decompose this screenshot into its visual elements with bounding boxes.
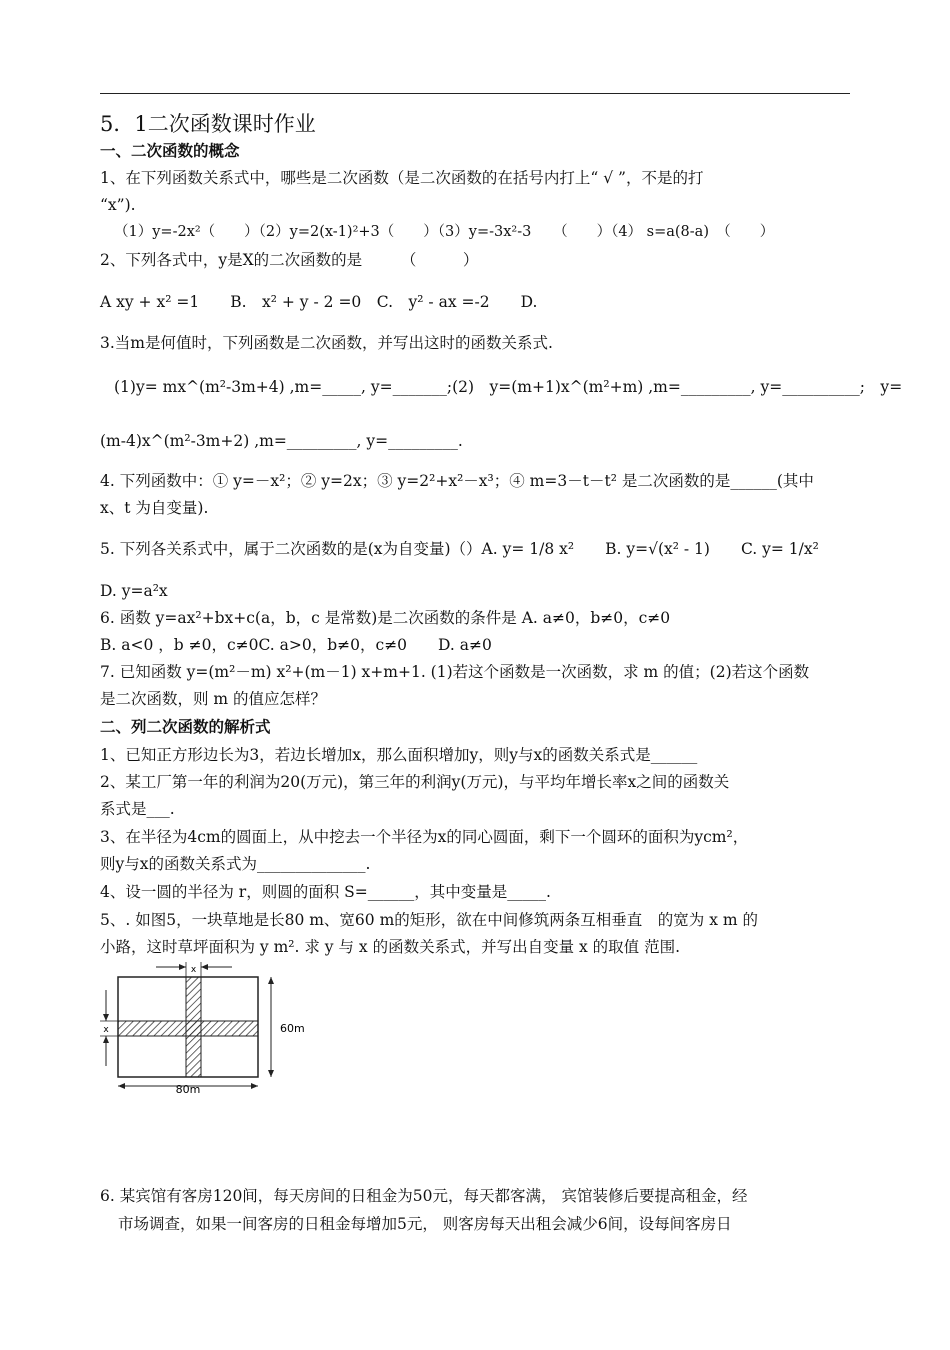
q3-part3: (m-4)x^(m²-3m+2) ,m=_________, y=_________. xyxy=(100,432,463,450)
s2-q3-line2: 则y与x的函数关系式为______________. xyxy=(100,855,371,873)
label-road-width-top: x xyxy=(190,965,197,975)
s2-q6-line1: 6. 某宾馆有客房120间，每天房间的日租金为50元，每天都客满， 宾馆装修后要提高租金，经 xyxy=(100,1187,748,1205)
s2-q2-line2: 系式是___. xyxy=(100,800,175,818)
q2-stem: 2、下列各式中，y是X的二次函数的是 （ ） xyxy=(100,251,479,269)
q7-line1: 7. 已知函数 y=(m²－m) x²+(m－1) x+m+1. (1)若这个函数是一次函数，求 m 的值；(2)若这个函数 xyxy=(100,663,810,681)
page-title: 5．1二次函数课时作业 xyxy=(100,112,316,136)
s2-q1: 1、已知正方形边长为3，若边长增加x，那么面积增加y，则y与x的函数关系式是______ xyxy=(100,746,698,764)
q5-option-d: D. y=a²x xyxy=(100,582,168,600)
q6-line2: B. a<0 ，b ≠0，c≠0C. a>0，b≠0，c≠0 D. a≠0 xyxy=(100,636,492,654)
s2-q3-line1: 3、在半径为4cm的圆面上，从中挖去一个半径为x的同心圆面，剩下一个圆环的面积为ycm²， xyxy=(100,828,749,846)
label-road-width-left: x xyxy=(103,1025,109,1035)
figure-5-lawn xyxy=(100,962,310,1102)
horizontal-road xyxy=(118,1021,258,1036)
q3-stem: 3.当m是何值时，下列函数是二次函数，并写出这时的函数关系式. xyxy=(100,334,553,352)
s2-q5-line1: 5、. 如图5，一块草地是长80 m、宽60 m的矩形，欲在中间修筑两条互相垂直 的宽为 x m 的 xyxy=(100,911,758,929)
section-heading-1: 一、二次函数的概念 xyxy=(100,141,240,160)
q4-line2: x、t 为自变量). xyxy=(100,499,209,517)
q6-line1: 6. 函数 y=ax²+bx+c(a，b，c 是常数)是二次函数的条件是 A. a≠0，b≠0，c≠0 xyxy=(100,609,671,627)
q7-line2: 是二次函数，则 m 的值应怎样？ xyxy=(100,690,327,708)
q1-line2: “x”). xyxy=(100,196,136,214)
q1-line1: 1、在下列函数关系式中，哪些是二次函数（是二次函数的在括号内打上“ √ ”，不是的打 xyxy=(100,169,704,187)
q5-stem: 5. 下列各关系式中，属于二次函数的是(x为自变量)（）A. y= 1/8 x² B. y=√(x² - 1) C. y= 1/x² xyxy=(100,540,819,558)
s2-q2-line1: 2、某工厂第一年的利润为20(万元)，第三年的利润y(万元)，与平均年增长率x之间的函数关 xyxy=(100,773,730,791)
s2-q6-line2: 市场调查，如果一间客房的日租金每增加5元， 则客房每天出租会减少6间，设每间客房日 xyxy=(118,1215,732,1233)
label-width: 80m xyxy=(175,1083,201,1096)
s2-q4: 4、设一圆的半径为 r，则圆的面积 S=______，其中变量是_____. xyxy=(100,883,551,901)
q2-options: A xy + x² =1 B. x² + y - 2 =0 C. y² - ax =-2 D. xyxy=(100,293,538,311)
q1-options: （1）y=-2x²（ ）（2）y=2(x-1)²+3（ ）（3）y=-3x²-3 （ ）（4） s=a(8-a) （ ） xyxy=(114,224,775,240)
q4-line1: 4. 下列函数中：① y=－x²；② y=2x；③ y=2²+x²－x³；④ m=3－t－t² 是二次函数的是______(其中 xyxy=(100,472,814,490)
label-height: 60m xyxy=(280,1022,305,1035)
section-heading-2: 二、列二次函数的解析式 xyxy=(100,717,271,736)
top-rule xyxy=(100,93,850,94)
q3-part1-2: (1)y= mx^(m²-3m+4) ,m=_____, y=_______;(2) y=(m+1)x^(m²+m) ,m=_________, y=__________; y= xyxy=(114,378,903,396)
s2-q5-line2: 小路，这时草坪面积为 y m². 求 y 与 x 的函数关系式，并写出自变量 x 的取值 范围. xyxy=(100,938,681,956)
